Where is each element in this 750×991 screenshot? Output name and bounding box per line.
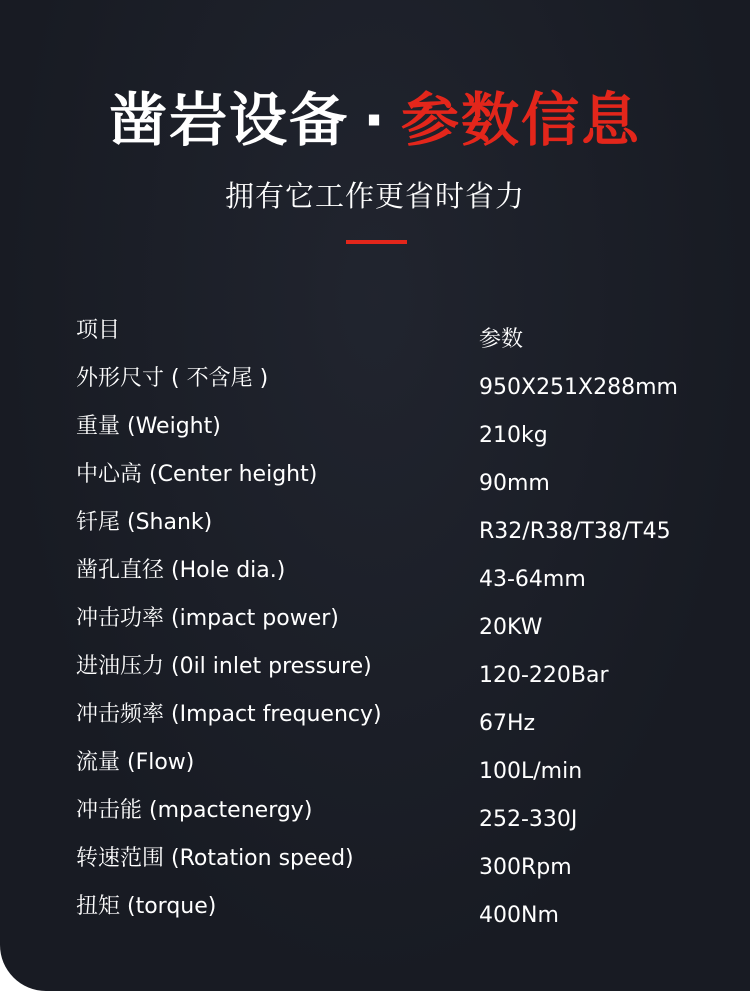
spec-name: 扭矩 (torque) [76, 894, 217, 919]
spec-header-row [76, 310, 696, 358]
spec-value: 400Nm [479, 903, 559, 928]
spec-row-flow [76, 742, 696, 790]
spec-value: 950X251X288mm [479, 375, 678, 400]
spec-row-center-height [76, 454, 696, 502]
spec-value: 252-330J [479, 807, 578, 832]
spec-value: 100L/min [479, 759, 583, 784]
title-accent: 参数信息 [401, 86, 642, 154]
spec-value: 120-220Bar [479, 663, 609, 688]
spec-name: 冲击能 (mpactenergy) [76, 798, 313, 823]
spec-row-weight [76, 406, 696, 454]
spec-name: 重量 (Weight) [76, 414, 221, 439]
spec-value: 300Rpm [479, 855, 572, 880]
spec-row-hole-dia [76, 550, 696, 598]
title-main: 凿岩设备 [108, 86, 349, 154]
spec-name: 冲击功率 (impact power) [76, 606, 339, 631]
spec-value: 43-64mm [479, 567, 586, 592]
title-divider [346, 240, 407, 244]
spec-table [76, 310, 696, 934]
spec-value-header: 参数 [479, 327, 524, 352]
title-separator: · [362, 86, 388, 154]
spec-row-torque [76, 886, 696, 934]
spec-value: 210kg [479, 423, 548, 448]
spec-row-impact-frequency [76, 694, 696, 742]
spec-value: 20KW [479, 615, 543, 640]
spec-row-inlet-pressure [76, 646, 696, 694]
spec-row-impact-energy [76, 790, 696, 838]
spec-name: 冲击频率 (Impact frequency) [76, 702, 382, 727]
spec-row-impact-power [76, 598, 696, 646]
spec-row-shank [76, 502, 696, 550]
spec-name: 外形尺寸 ( 不含尾 ) [76, 366, 269, 391]
spec-value: R32/R38/T38/T45 [479, 519, 671, 544]
spec-row-dimensions [76, 358, 696, 406]
spec-name: 流量 (Flow) [76, 750, 195, 775]
spec-value: 90mm [479, 471, 550, 496]
page-title [0, 82, 750, 158]
spec-name: 进油压力 (0il inlet pressure) [76, 654, 372, 679]
spec-name: 凿孔直径 (Hole dia.) [76, 558, 286, 583]
spec-value: 67Hz [479, 711, 536, 736]
spec-name-header: 项目 [76, 318, 121, 343]
spec-name: 钎尾 (Shank) [76, 510, 213, 535]
spec-row-rotation-speed [76, 838, 696, 886]
subtitle: 拥有它工作更省时省力 [224, 179, 525, 213]
spec-name: 中心高 (Center height) [76, 462, 318, 487]
spec-name: 转速范围 (Rotation speed) [76, 846, 354, 871]
